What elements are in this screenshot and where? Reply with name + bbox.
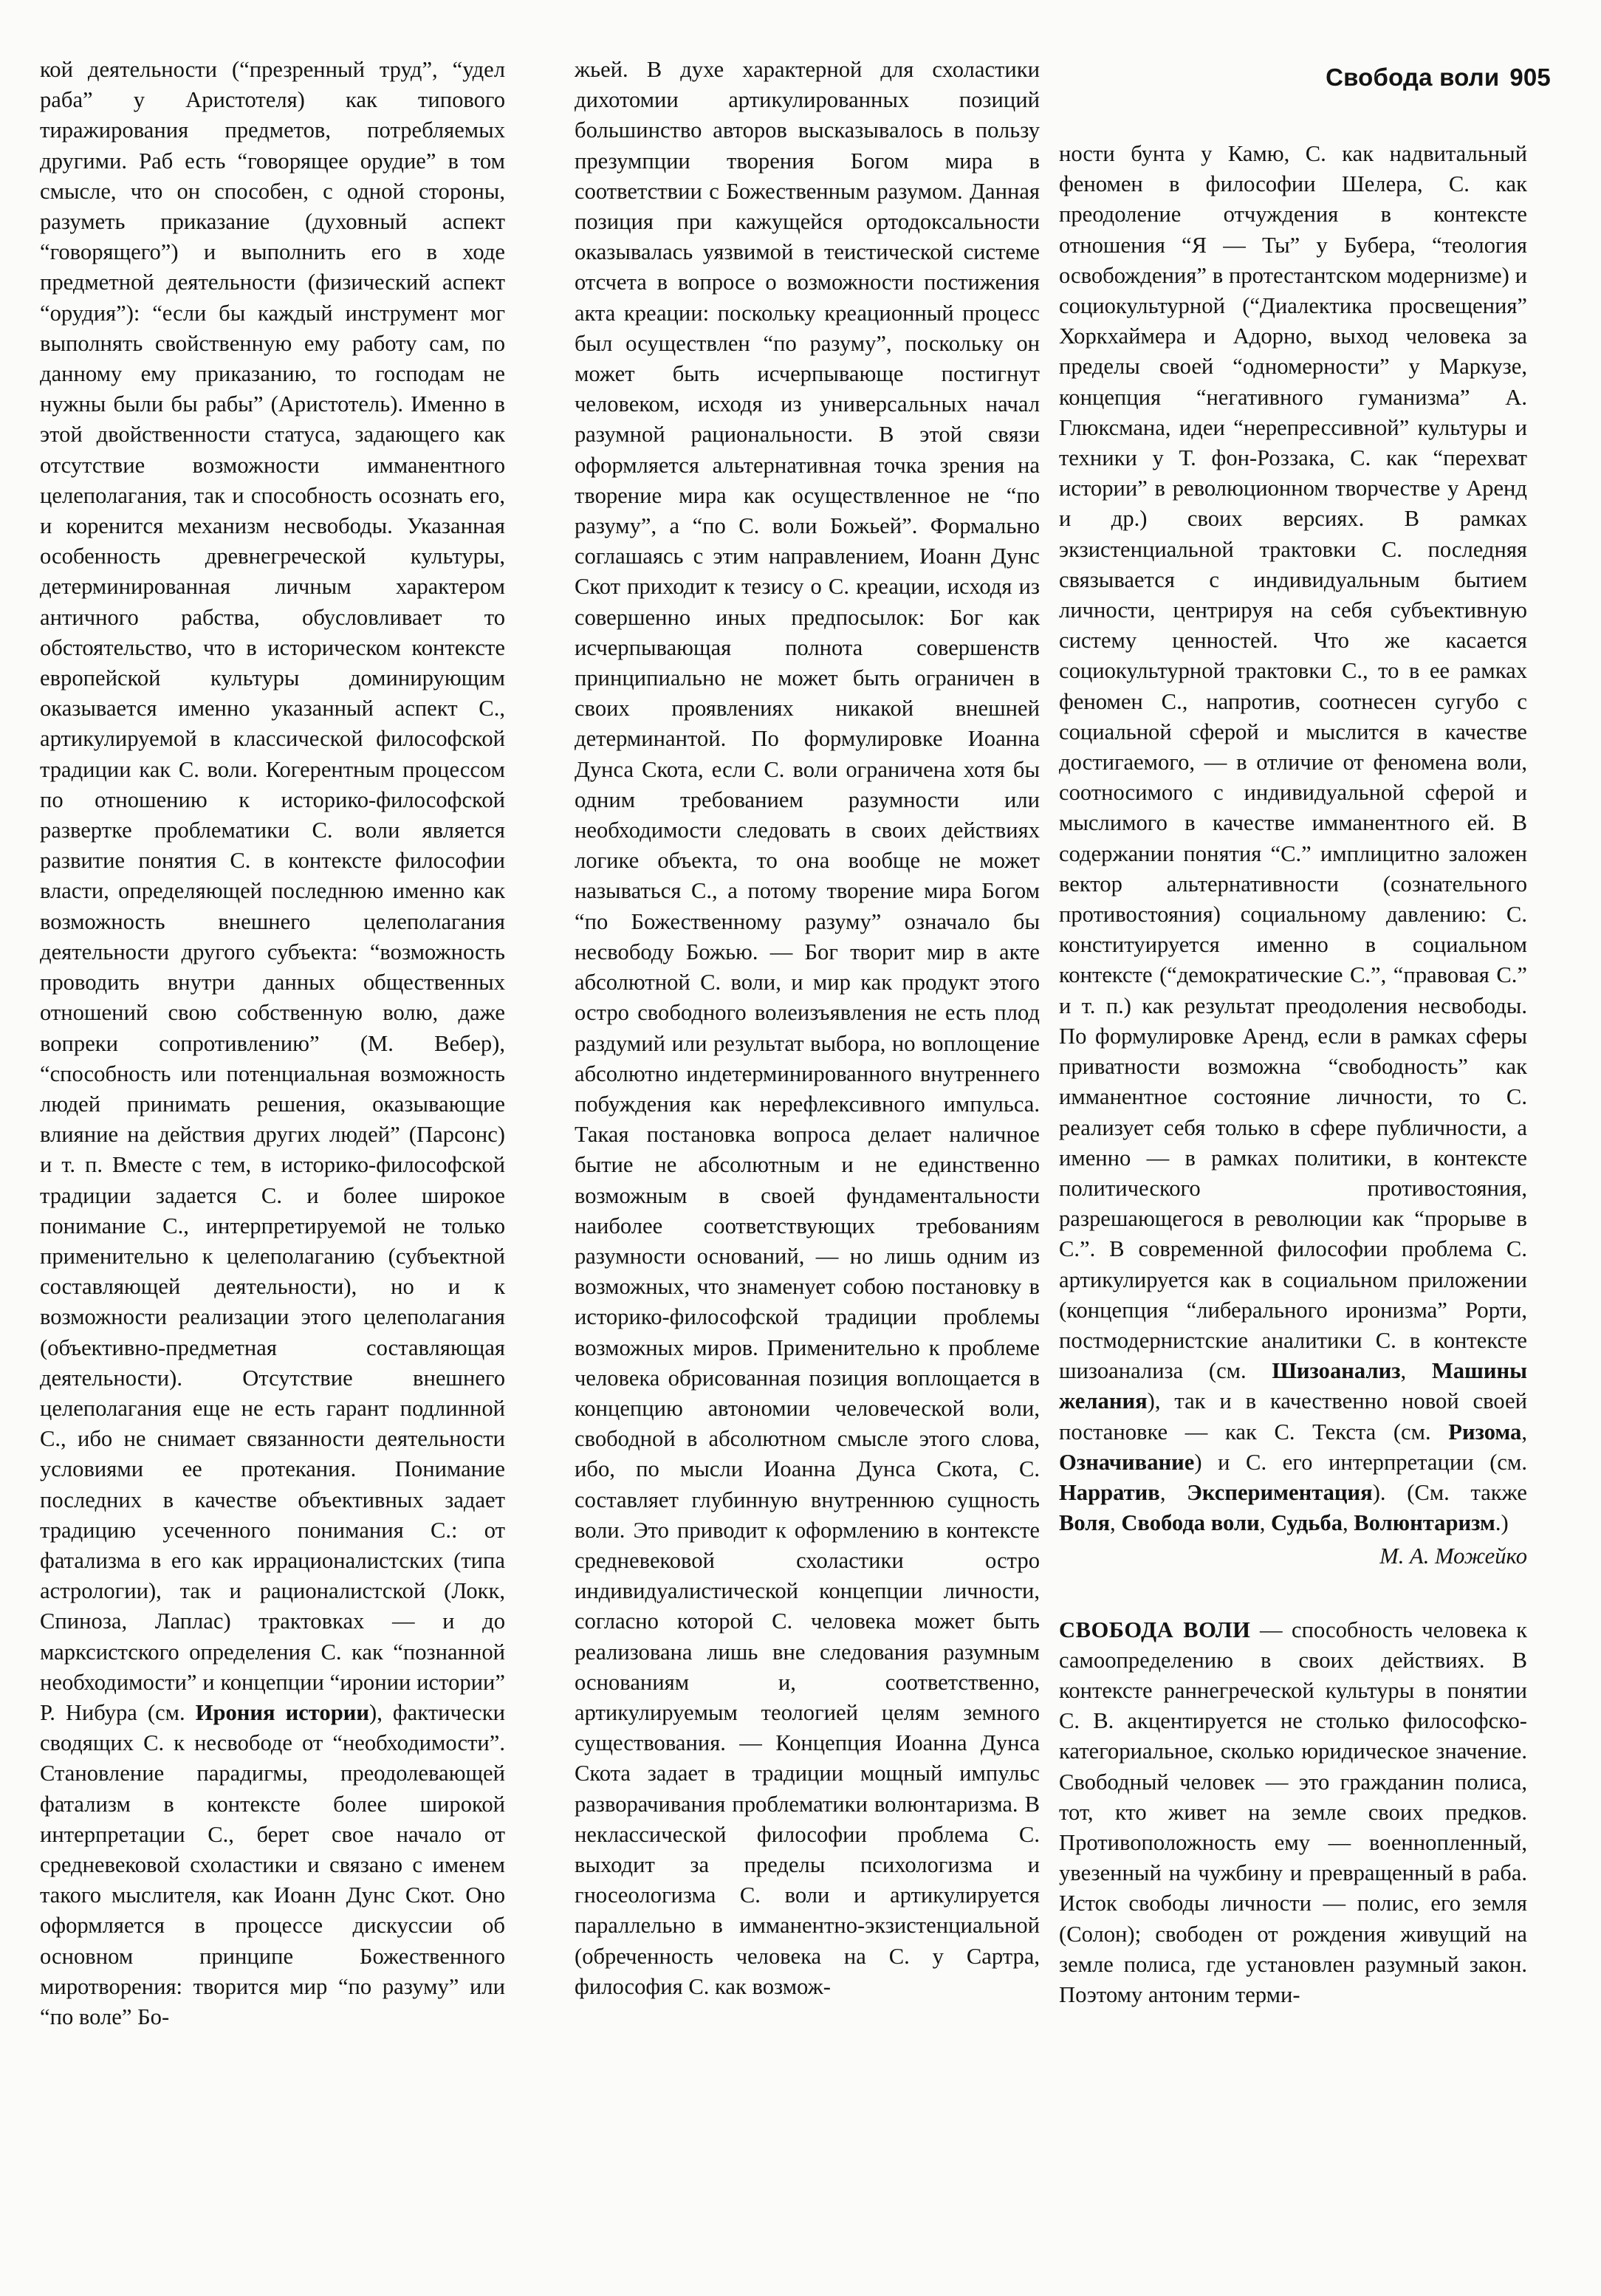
- separator: ,: [1159, 1479, 1187, 1505]
- crossref-experimentation: Экспериментация: [1187, 1479, 1373, 1505]
- author-byline: М. А. Можейко: [1379, 1543, 1527, 1569]
- crossref-schizoanalysis: Шизоанализ: [1272, 1358, 1401, 1384]
- separator: ,: [1521, 1419, 1527, 1445]
- new-entry-text: — способность человека к самоопределению в своих действиях. В контексте раннегреческой культуры в понятии С. В. акцентируется не столько философско-категориальное, сколько юридическое значение. Свободный человек — это гражданин полиса, тот, кто живет на земле своих предков. Противоположность ему — военнопленный, увезенный на чужбину и превращенный в раба. Исток свободы личности — полис, его земля (Солон); свободен от рождения живущий на земле полиса, где установлен разумный закон. Поэтому антоним терми-: [1059, 1617, 1527, 2007]
- crossref-desiring-machines: Машины желания: [1059, 1358, 1528, 1414]
- column-1-paragraph: [40, 55, 505, 2032]
- text-column-1: [40, 55, 505, 2032]
- text-column-2: [575, 55, 1040, 2002]
- separator: ,: [1400, 1358, 1432, 1384]
- text-column-3: [1059, 139, 1527, 2010]
- crossref-rhizome: Ризома: [1448, 1419, 1522, 1445]
- new-entry-paragraph: [1059, 1615, 1527, 2011]
- crossref-will: Воля: [1059, 1510, 1111, 1536]
- column-3-text-part: .): [1495, 1510, 1509, 1536]
- column-3-text-part: ) и С. его интерпретации (см.: [1194, 1449, 1527, 1475]
- page-number: 905: [1509, 64, 1551, 91]
- running-header: [1270, 64, 1551, 92]
- crossref-irony-of-history: Ирония истории: [195, 1699, 369, 1725]
- crossref-voluntarism: Волюнтаризм: [1354, 1510, 1495, 1536]
- separator: ,: [1343, 1510, 1354, 1536]
- column-1-text-tail: ), фактически сводящих С. к несвободе от “необходимости”. Становление парадигмы, преодолевающей фатализм в контексте более широкой интерпретации С., берет свое начало от средневековой схоластики и связано с именем такого мыслителя, как Иоанн Дунс Скот. Оно оформляется в процессе дискуссии об основном принципе Божественного миротворения: творится мир “по разуму” или “по воле” Бо-: [40, 1699, 505, 2029]
- crossref-signification: Означивание: [1059, 1449, 1195, 1475]
- column-3-text: ности бунта у Камю, С. как надвитальный феномен в философии Шелера, С. как преодоление отчуждения в контексте отношения “Я — Ты” у Бубера, “теология освобождения” в протестантском модернизме) и социокультурной (“Диалектика просвещения” Хоркхаймера и Адорно, выход человека за пределы своей “одномерности” у Маркузе, концепция “негативного гуманизма” А. Глюксмана, идеи “нерепрессивной” культуры и техники у Т. фон-Роззака, С. как “перехват истории” в революционном творчестве у Аренд и др.) своих версиях. В рамках экзистенциальной трактовки С. последняя связывается с индивидуальным бытием личности, центрируя на себя субъективную систему ценностей. Что же касается социокультурной трактовки С., то в ее рамках феномен С., напротив, соотнесен сугубо с социальной сферой и мыслится в качестве достигаемого, — в отличие от феномена воли, соотносимого с индивидуальной сферой и мыслимого в качестве имманентного ей. В содержании понятия “С.” имплицитно заложен вектор альтернативности (сознательного противостояния) социальному давлению: С. конституируется именно в социальном контексте (“демократические С.”, “правовая С.” и т. п.) как результат преодоления несвободы. По формулировке Аренд, если в рамках сферы приватности возможна “свободность” как имманентное состояние личности, то С. реализует себя только в сфере публичности, а именно — в рамках политики, в контексте политического противостояния, разрешающегося в революции как “прорыве в С.”. В современной философии проблема С. артикулируется как в социальном приложении (концепция “либерального иронизма” Рорти, постмодернистские аналитики С. в контексте шизоанализа (см.: [1059, 141, 1527, 1384]
- running-title: Свобода воли: [1326, 64, 1500, 91]
- separator: ,: [1259, 1510, 1272, 1536]
- column-2-paragraph: жьей. В духе характерной для схоластики дихотомии артикулированных позиций большинство авторов высказывалось в пользу презумпции творения Богом мира в соответствии с Божественным разумом. Данная позиция при кажущейся ортодоксальности оказывалась уязвимой в теистической системе отсчета в вопросе о возможности постижения акта креации: поскольку креационный процесс был осуществлен “по разуму”, поскольку он может быть исчерпывающе постигнут человеком, исходя из универсальных начал разумной рациональности. В этой связи оформляется альтернативная точка зрения на творение мира как осуществленное не “по разуму”, а “по С. воли Божьей”. Формально соглашаясь с этим направлением, Иоанн Дунс Скот приходит к тезису о С. креации, исходя из совершенно иных предпосылок: Бог как исчерпывающая полнота совершенств принципиально не может быть ограничен в своих проявлениях никакой внешней детерминантой. По формулировке Иоанна Дунса Скота, если С. воли ограничена хотя бы одним требованием разумности или необходимости следовать в своих действиях логике объекта, то она вообще не может называться С., а потому творение мира Богом “по Божественному разуму” означало бы несвободу Божью. — Бог творит мир в акте абсолютной С. воли, и мир как продукт этого остро свободного волеизъявления не есть плод раздумий или результат выбора, но воплощение абсолютно индетерминированного внутреннего побуждения как нерефлексивного импульса. Такая постановка вопроса делает наличное бытие не абсолютным и не единственно возможным в своей фундаментальности наиболее соответствующих требованиям разумности оснований, — но лишь одним из возможных, что знаменует собою постановку в историко-философской традиции проблемы возможных миров. Применительно к проблеме человека обрисованная позиция воплощается в концепцию автономии человеческой воли, свободной в абсолютном смысле этого слова, ибо, по мысли Иоанна Дунса Скота, С. составляет глубинную внутреннюю сущность воли. Это приводит к оформлению в контексте средневековой схоластики остро индивидуалистической концепции личности, согласно которой С. человека может быть реализована лишь вне следования разумным основаниям и, соответственно, артикулируемым теологией целям земного существования. — Концепция Иоанна Дунса Скота задает в традиции мощный импульс разворачивания проблематики волюнтаризма. В неклассической философии проблема С. выходит за пределы психологизма и гносеологизма С. воли и артикулируется параллельно в имманентно-экзистенциальной (обреченность человека на С. у Сартра, философия С. как возмож-: [575, 57, 1040, 1999]
- crossref-free-will: Свобода воли: [1121, 1510, 1260, 1536]
- separator: ,: [1110, 1510, 1122, 1536]
- column-3-text-part: ). (См. также: [1372, 1479, 1527, 1505]
- column-3-paragraph: [1059, 139, 1527, 1538]
- column-3-text-part: ), так и в качественно новой своей постановке — как С. Текста (см.: [1059, 1388, 1527, 1445]
- entry-headword: СВОБОДА ВОЛИ: [1059, 1617, 1251, 1642]
- column-1-text: кой деятельности (“презренный труд”, “удел раба” у Аристотеля) как типового тиражирования предметов, потребляемых другими. Раб есть “говорящее орудие” в том смысле, что он способен, с одной стороны, разуметь приказание (духовный аспект “говорящего”) и выполнить его в ходе предметной деятельности (физический аспект “орудия”): “если бы каждый инструмент мог выполнять свойственную ему работу сам, по данному ему приказанию, то господам не нужны были бы рабы” (Аристотель). Именно в этой двойственности статуса, задающего как отсутствие возможности имманентного целеполагания, так и способность осознать его, и коренится механизм несвободы. Указанная особенность древнегреческой культуры, детерминированная личным характером античного рабства, обусловливает то обстоятельство, что в историческом контексте европейской культуры доминирующим оказывается именно указанный аспект С., артикулируемой в классической философской традиции как С. воли. Когерентным процессом по отношению к историко-философской развертке проблематики С. воли является развитие понятия С. в контексте философии власти, определяющей последнюю именно как возможность внешнего целеполагания деятельности другого субъекта: “возможность проводить внутри данных общественных отношений свою собственную волю, даже вопреки сопротивлению” (М. Вебер), “способность или потенциальная возможность людей принимать решения, оказывающие влияние на действия других людей” (Парсонс) и т. п. Вместе с тем, в историко-философской традиции задается С. и более широкое понимание С., интерпретируемой не только применительно к целеполаганию (субъектной составляющей деятельности), но и к возможности реализации этого целеполагания (объективно-предметная составляющая деятельности). Отсутствие внешнего целеполагания еще не есть гарант подлинной С., ибо не снимает связанности деятельности условиями ее протекания. Понимание последних в качестве объективных задает традицию усеченного понимания С.: от фатализма в его как иррационалистских (типа астрологии), так и рационалистской (Локк, Спиноза, Лаплас) трактовках — и до марксистского определения С. как “познанной необходимости” и концепции “иронии истории” Р. Нибура (см.: [40, 57, 505, 1725]
- crossref-fate: Судьба: [1271, 1510, 1343, 1536]
- crossref-narrative: Нарратив: [1059, 1479, 1160, 1505]
